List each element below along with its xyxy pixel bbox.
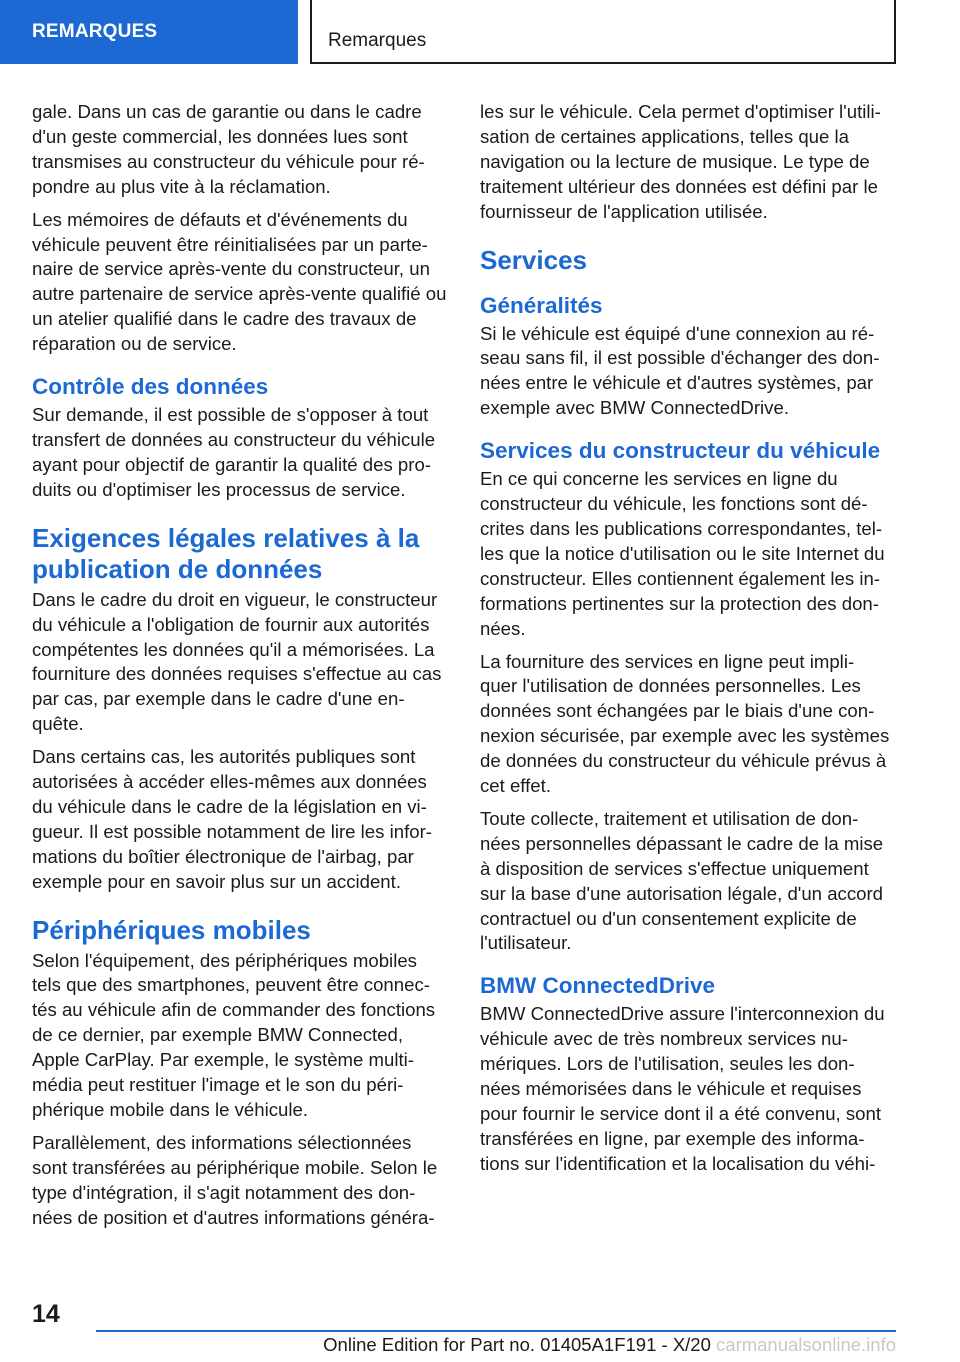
paragraph: Dans le cadre du droit en vigueur, le constructeur du véhicule a l'obligation de fournir aux autorités compétentes les données qu'il a mémorisées. La fourniture des données requises s'effectue au cas par cas, par exemple dans le cadre d'une en‐ quête. xyxy=(32,588,442,735)
edition-text: Online Edition for Part no. 01405A1F191 - X/20 xyxy=(323,1334,711,1355)
right-column xyxy=(480,100,896,1185)
paragraph: En ce qui concerne les services en ligne du constructeur du véhicule, les fonctions sont dé‐ crites dans les publications correspondantes, tel‐ les que la notice d'utilisation ou le site Internet du constructeur. Elles contiennent également les in‐ formations pertinentes sur la protection des don‐ nées. xyxy=(480,468,885,639)
paragraph: Dans certains cas, les autorités publiques sont autorisées à accéder elles-mêmes aux données du véhicule dans le cadre de la législation en vi‐ gueur. Il est possible notamment de lire les infor‐ mations du boîtier électronique de l'airbag, par exemple pour en savoir plus sur un accident. xyxy=(32,746,432,892)
heading-peripheriques-mobiles: Périphériques mobiles xyxy=(32,914,311,945)
heading-controle-donnees: Contrôle des données xyxy=(32,374,269,400)
paragraph: Si le véhicule est équipé d'une connexion au ré‐ seau sans fil, il est possible d'échanger des don‐ nées entre le véhicule et d'autres systèmes, par exemple avec BMW ConnectedDrive. xyxy=(480,322,880,419)
paragraph: les sur le véhicule. Cela permet d'optimiser l'utili‐ sation de certaines applications, telles que la navigation ou la lecture de musique. Le type de traitement ultérieur des données est défini par le fournisseur de l'application utilisée. xyxy=(480,101,881,222)
paragraph: Toute collecte, traitement et utilisation de don‐ nées personnelles dépassant le cadre de la mise à disposition de services s'effectue uniquement sur la base d'une autorisation légale, d'un accord contractuel ou d'un consentement explicite de l'utilisateur. xyxy=(480,807,884,954)
paragraph: Sur demande, il est possible de s'opposer à tout transfert de données au constructeur du véhicule ayant pour objectif de garantir la qualité des pro‐ duits ou d'optimiser les processus de service. xyxy=(32,404,436,500)
heading-exigences-legales: Exigences légales relatives à la publication de données xyxy=(32,522,420,584)
heading-generalites: Généralités xyxy=(480,292,603,318)
heading-services-constructeur: Services du constructeur du véhicule xyxy=(480,438,881,464)
left-column xyxy=(32,100,448,1239)
heading-services: Services xyxy=(480,244,587,275)
footer-divider xyxy=(96,1330,896,1332)
section-tab: REMARQUES xyxy=(0,0,298,64)
paragraph: Parallèlement, des informations sélectionnées sont transférées au périphérique mobile. Selon le type d'intégration, il s'agit notamment des don‐ nées de position et d'autres informations généra‐ xyxy=(32,1131,438,1228)
watermark: carmanualsonline.info xyxy=(716,1334,896,1355)
section-title: Remarques xyxy=(310,0,896,64)
paragraph: BMW ConnectedDrive assure l'interconnexion du véhicule avec de très nombreux services nu‐ mériques. Lors de l'utilisation, seules les don‐ nées mémorisées dans le véhicule et requises pour fournir le service dont il a été convenu, sont transférées en ligne, par exemple des informa‐ tions sur l'identification et la localisation du véhi‐ xyxy=(480,1003,885,1174)
paragraph: Les mémoires de défauts et d'événements du véhicule peuvent être réinitialisées par un parte‐ naire de service après-vente du constructeur, un autre partenaire de service après-vente qualifié ou un atelier qualifié dans le cadre des travaux de réparation ou de service. xyxy=(32,208,447,355)
heading-bmw-connecteddrive: BMW ConnectedDrive xyxy=(480,973,716,999)
page-number: 14 xyxy=(32,1300,60,1328)
paragraph: Selon l'équipement, des périphériques mobiles tels que des smartphones, peuvent être connec‐ tés au véhicule afin de commander des fonctions de ce dernier, par exemple BMW Connected, Apple CarPlay. Par exemple, le système multi‐ média peut restituer l'image et le son du péri‐ phérique mobile dans le véhicule. xyxy=(32,949,436,1120)
footer-edition xyxy=(96,1334,896,1356)
paragraph: La fourniture des services en ligne peut impli‐ quer l'utilisation de données personnelles. Les données sont échangées par le biais d'une con‐ nexion sécurisée, par exemple avec les systèmes de données du constructeur du véhicule prévus à cet effet. xyxy=(480,650,890,797)
paragraph: gale. Dans un cas de garantie ou dans le cadre d'un geste commercial, les données lues sont transmises au constructeur du véhicule pour ré‐ pondre au plus vite à la réclamation. xyxy=(32,101,425,197)
